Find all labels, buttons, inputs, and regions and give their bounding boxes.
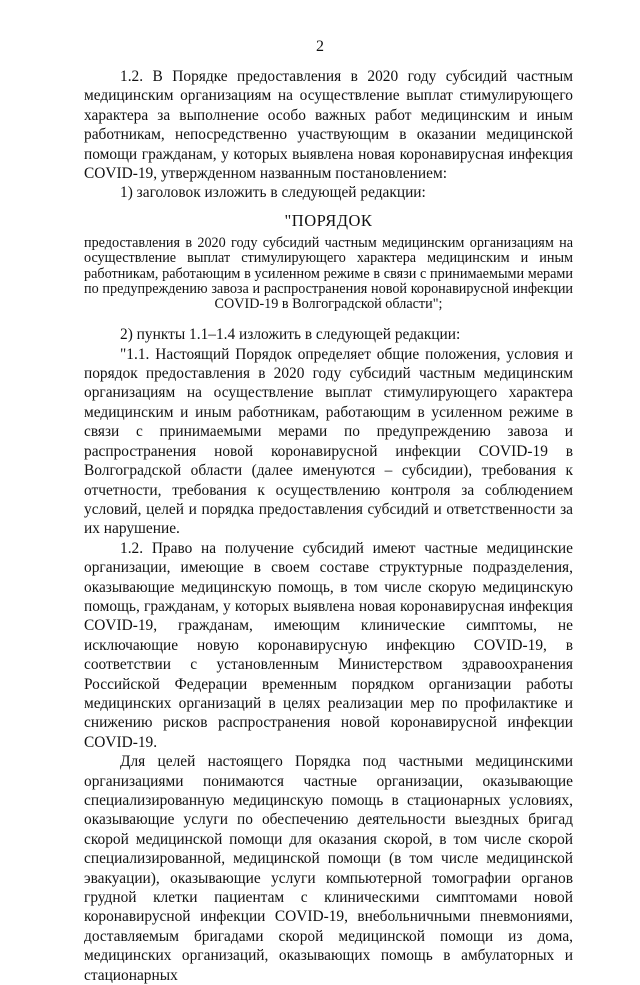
paragraph-1-1: "1.1. Настоящий Порядок определяет общие положения, условия и порядок предоставления в 2020 году субсидий частным медицинским организациям на осуществление выплат стимулирующего характера медицинским и иным работникам, работающим в усиленном режиме в связи с принимаемыми мерами по предупреждению завоза и распространения новой коронавирусной инфекции COVID-19 в Волгоградской области (далее именуются – субсидии), требования к отчетности, требования к осуществлению контроля за соблюдением условий, целей и порядка предоставления субсидий и ответственности за их нарушение. <box>84 345 573 538</box>
paragraph-title-change: 1) заголовок изложить в следующей редакции: <box>120 184 426 202</box>
document-body <box>84 67 573 985</box>
document-subtitle: предоставления в 2020 году субсидий частным медицинским организациям на осуществление выплат стимулирующего характера медицинским и иным работникам, работающим в усиленном режиме в связи с принимаемыми мерами по предупреждению завоза и распространения новой коронавирусной инфекции COVID-19 в Волгоградской области"; <box>84 235 573 313</box>
paragraph-definitions: Для целей настоящего Порядка под частными медицинскими организациями понимаются частные организации, оказывающие специализированную медицинскую помощь в стационарных условиях, оказывающие услуги по обеспечению деятельности выездных бригад скорой медицинской помощи для оказания скорой, в том числе скорой специализированной, медицинской помощи (в том числе медицинской эвакуации), оказывающие услуги компьютерной томографии органов грудной клетки пациентам с клиническими симптомами новой коронавирусной инфекции COVID-19, внебольничными пневмониями, доставляемым бригадами скорой медицинской помощи из дома, медицинских организаций, оказывающих помощь в амбулаторных и стационарных <box>84 753 573 984</box>
page-number: 2 <box>316 38 324 55</box>
document-heading: "ПОРЯДОК <box>284 210 373 230</box>
paragraph-points-change: 2) пункты 1.1–1.4 изложить в следующей редакции: <box>120 326 461 344</box>
paragraph-1-2: 1.2. Право на получение субсидий имеют частные медицинские организации, имеющие в своем составе структурные подразделения, оказывающие медицинскую помощь, в том числе скорую медицинскую помощь, гражданам, у которых выявлена новая коронавирусная инфекция COVID-19, гражданам, имеющим клинические симптомы, не исключающие новую коронавирусную инфекцию COVID-19, в соответствии с установленным Министерством здравоохранения Российской Федерации временным порядком организации работы медицинских организаций в целях реализации мер по профилактике и снижению рисков распространения новой коронавирусной инфекции COVID-19. <box>84 539 573 751</box>
paragraph-amendment-1-2: 1.2. В Порядке предоставления в 2020 году субсидий частным медицинским организациям на осуществление выплат стимулирующего характера за выполнение особо важных работ медицинским и иным работникам, непосредственно участвующим в оказании медицинской помощи гражданам, у которых выявлена новая коронавирусная инфекция COVID-19, утвержденном названным постановлением: <box>84 68 573 183</box>
